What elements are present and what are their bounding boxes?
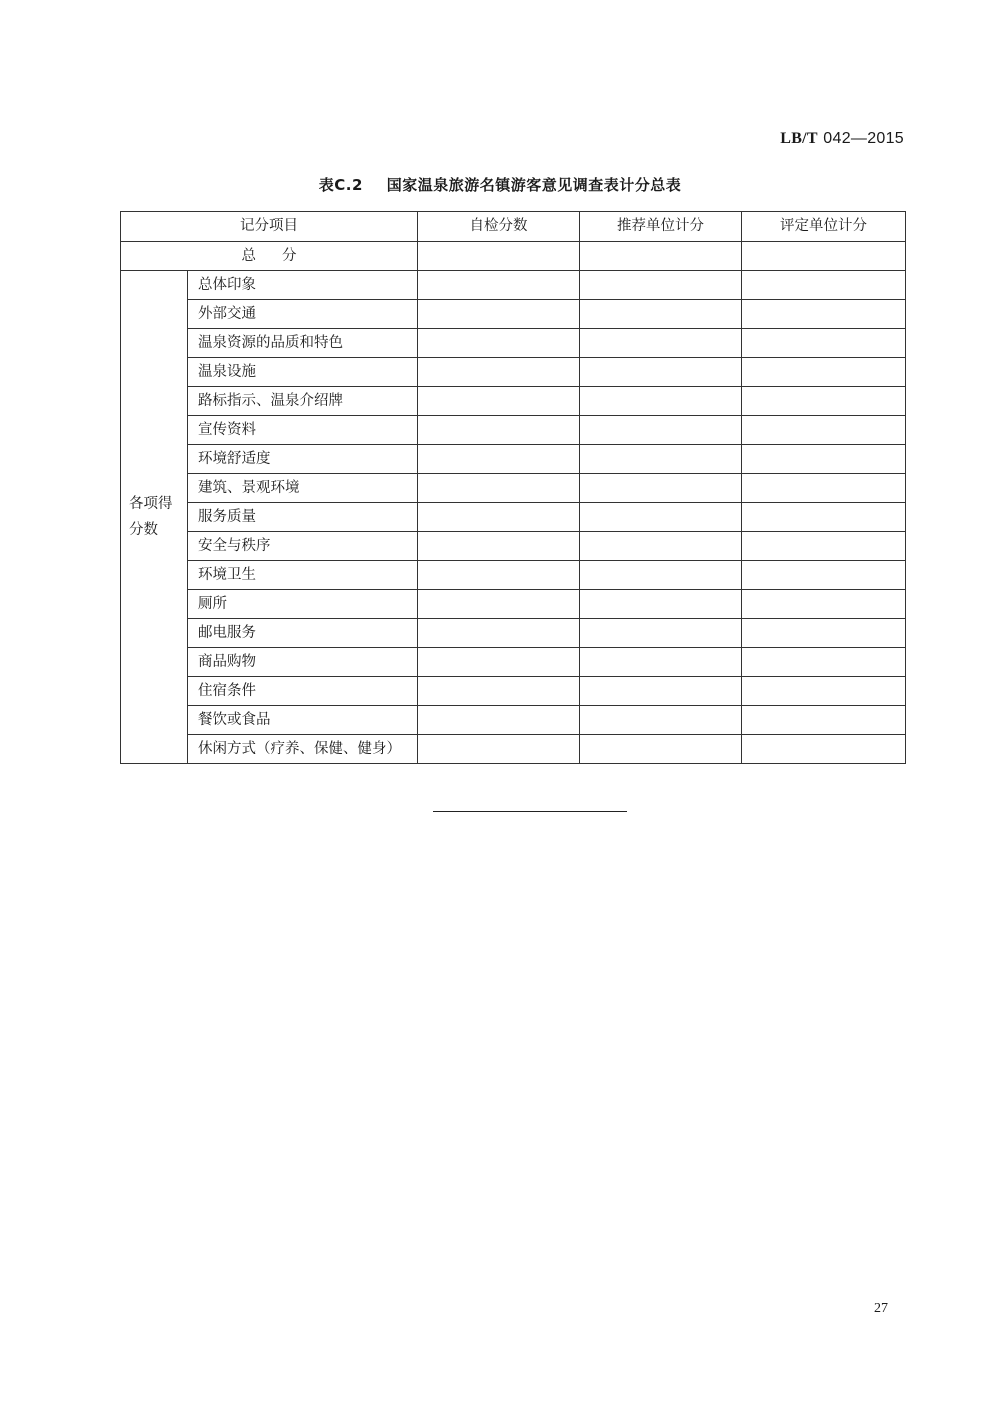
item-name: 休闲方式（疗养、保健、健身） — [188, 735, 418, 764]
table-title-label: 表C.2 — [318, 176, 363, 194]
table-row — [121, 619, 906, 648]
recommending-cell — [580, 706, 742, 735]
recommending-cell — [580, 503, 742, 532]
evaluation-cell — [742, 677, 906, 706]
self-check-cell — [418, 706, 580, 735]
total-recommending-cell — [580, 242, 742, 271]
recommending-cell — [580, 648, 742, 677]
item-name: 住宿条件 — [188, 677, 418, 706]
table-row — [121, 445, 906, 474]
total-label: 总分 — [121, 242, 418, 271]
table-row — [121, 561, 906, 590]
header-recommending-unit-score: 推荐单位计分 — [580, 212, 742, 242]
table-body — [121, 242, 906, 764]
total-evaluation-cell — [742, 242, 906, 271]
header-evaluation-unit-score: 评定单位计分 — [742, 212, 906, 242]
table-row — [121, 271, 906, 300]
item-name: 总体印象 — [188, 271, 418, 300]
recommending-cell — [580, 358, 742, 387]
evaluation-cell — [742, 329, 906, 358]
group-label-line: 分数 — [129, 522, 158, 538]
self-check-cell — [418, 532, 580, 561]
evaluation-cell — [742, 387, 906, 416]
self-check-cell — [418, 503, 580, 532]
header-self-check-score: 自检分数 — [418, 212, 580, 242]
self-check-cell — [418, 387, 580, 416]
total-row — [121, 242, 906, 271]
recommending-cell — [580, 474, 742, 503]
recommending-cell — [580, 677, 742, 706]
end-of-table-rule — [433, 811, 627, 812]
evaluation-cell — [742, 271, 906, 300]
recommending-cell — [580, 445, 742, 474]
evaluation-cell — [742, 358, 906, 387]
item-name: 建筑、景观环境 — [188, 474, 418, 503]
table-row — [121, 387, 906, 416]
table-row — [121, 706, 906, 735]
self-check-cell — [418, 619, 580, 648]
item-name: 路标指示、温泉介绍牌 — [188, 387, 418, 416]
table-row — [121, 590, 906, 619]
evaluation-cell — [742, 532, 906, 561]
group-label — [121, 271, 188, 764]
standard-prefix: LB/T — [780, 130, 818, 147]
self-check-cell — [418, 590, 580, 619]
table-row — [121, 474, 906, 503]
evaluation-cell — [742, 300, 906, 329]
self-check-cell — [418, 271, 580, 300]
item-name: 环境卫生 — [188, 561, 418, 590]
evaluation-cell — [742, 561, 906, 590]
table-title — [0, 174, 1000, 195]
table-row — [121, 358, 906, 387]
self-check-cell — [418, 329, 580, 358]
page-number: 27 — [874, 1301, 888, 1316]
self-check-cell — [418, 561, 580, 590]
table-row — [121, 735, 906, 764]
recommending-cell — [580, 416, 742, 445]
table-row — [121, 300, 906, 329]
table-row — [121, 329, 906, 358]
evaluation-cell — [742, 706, 906, 735]
evaluation-cell — [742, 648, 906, 677]
table-row — [121, 532, 906, 561]
self-check-cell — [418, 445, 580, 474]
recommending-cell — [580, 619, 742, 648]
table-title-text: 国家温泉旅游名镇游客意见调查表计分总表 — [386, 176, 682, 194]
evaluation-cell — [742, 503, 906, 532]
item-name: 厕所 — [188, 590, 418, 619]
self-check-cell — [418, 300, 580, 329]
recommending-cell — [580, 532, 742, 561]
recommending-cell — [580, 561, 742, 590]
item-name: 温泉资源的品质和特色 — [188, 329, 418, 358]
total-self-check-cell — [418, 242, 580, 271]
item-name: 外部交通 — [188, 300, 418, 329]
table-row — [121, 503, 906, 532]
self-check-cell — [418, 648, 580, 677]
table-row — [121, 416, 906, 445]
evaluation-cell — [742, 445, 906, 474]
table-row — [121, 677, 906, 706]
table-header-row — [121, 212, 906, 242]
recommending-cell — [580, 271, 742, 300]
self-check-cell — [418, 474, 580, 503]
item-name: 服务质量 — [188, 503, 418, 532]
item-name: 商品购物 — [188, 648, 418, 677]
recommending-cell — [580, 329, 742, 358]
item-name: 温泉设施 — [188, 358, 418, 387]
table-row — [121, 648, 906, 677]
evaluation-cell — [742, 590, 906, 619]
recommending-cell — [580, 590, 742, 619]
item-name: 邮电服务 — [188, 619, 418, 648]
evaluation-cell — [742, 416, 906, 445]
self-check-cell — [418, 416, 580, 445]
self-check-cell — [418, 358, 580, 387]
standard-code — [780, 128, 904, 148]
self-check-cell — [418, 735, 580, 764]
group-label-line: 各项得 — [129, 496, 173, 512]
standard-number: 042—2015 — [823, 130, 904, 147]
item-name: 宣传资料 — [188, 416, 418, 445]
evaluation-cell — [742, 474, 906, 503]
recommending-cell — [580, 387, 742, 416]
evaluation-cell — [742, 619, 906, 648]
header-score-item: 记分项目 — [121, 212, 418, 242]
score-summary-table — [120, 211, 906, 764]
recommending-cell — [580, 735, 742, 764]
recommending-cell — [580, 300, 742, 329]
self-check-cell — [418, 677, 580, 706]
item-name: 环境舒适度 — [188, 445, 418, 474]
item-name: 安全与秩序 — [188, 532, 418, 561]
item-name: 餐饮或食品 — [188, 706, 418, 735]
evaluation-cell — [742, 735, 906, 764]
